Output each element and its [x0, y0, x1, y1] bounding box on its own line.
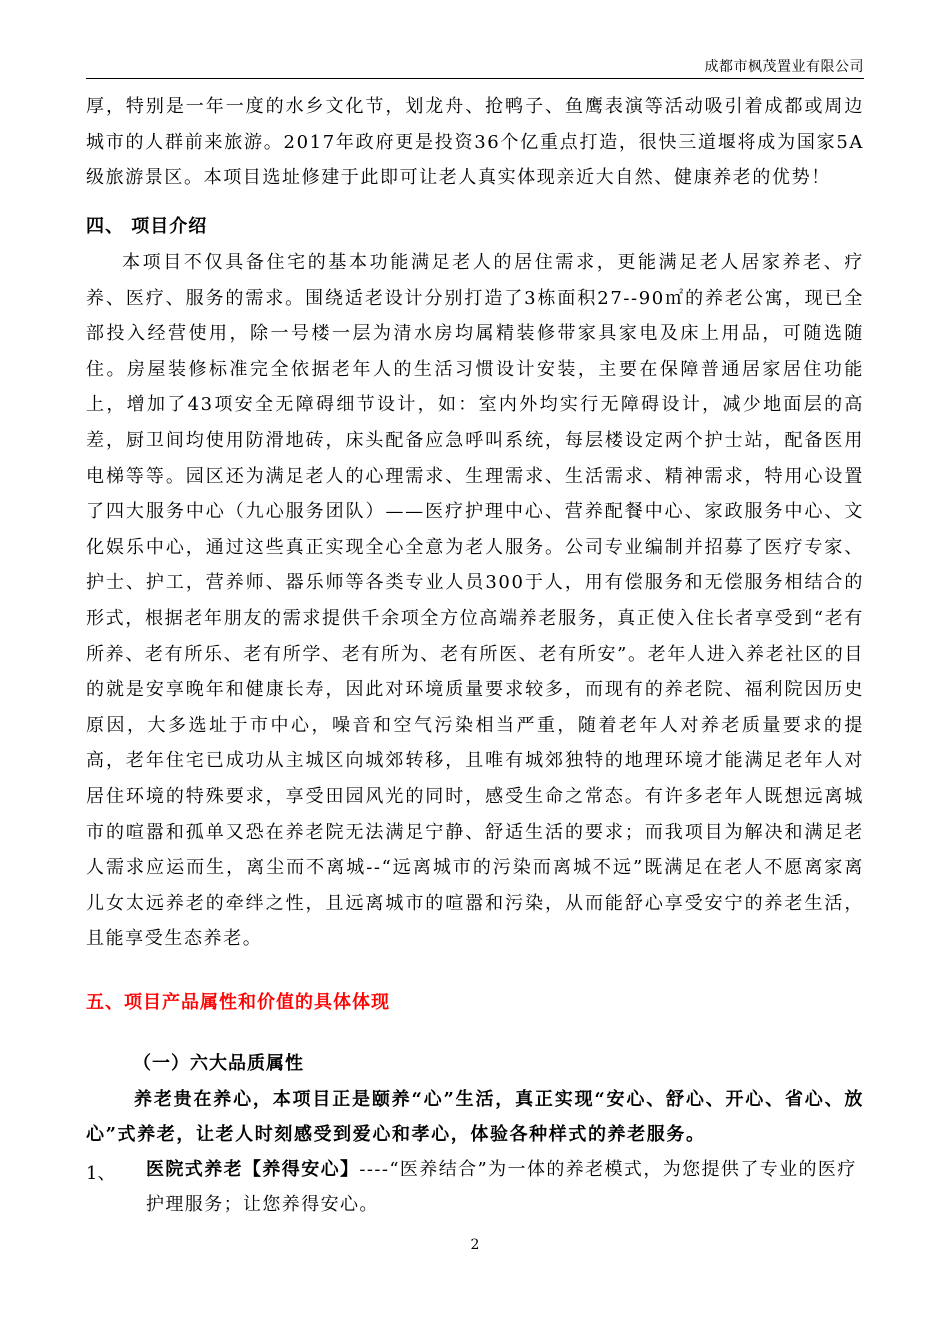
list-item-body [146, 1152, 864, 1222]
section4-body: 本项目不仅具备住宅的基本功能满足老人的居住需求，更能满足老人居家养老、疗养、医疗、服务的需求。围绕适老设计分别打造了3栋面积27--90㎡的养老公寓，现已全部投入经营使用，除一号楼一层为清水房均属精装修带家具家电及床上用品，可随选随住。房屋装修标准完全依据老年人的生活习惯设计安装，主要在保障普通居家居住功能上，增加了43项安全无障碍细节设计，如：室内外均实行无障碍设计，减少地面层的高差，厨卫间均使用防滑地砖，床头配备应急呼叫系统，每层楼设定两个护士站，配备医用电梯等等。园区还为满足老人的心理需求、生理需求、生活需求、精神需求，特用心设置了四大服务中心（九心服务团队）——医疗护理中心、营养配餐中心、家政服务中心、文化娱乐中心，通过这些真正实现全心全意为老人服务。公司专业编制并招募了医疗专家、护士、护工，营养师、器乐师等各类专业人员300于人，用有偿服务和无偿服务相结合的形式，根据老年朋友的需求提供千余项全方位高端养老服务，真正使入住长者享受到“老有所养、老有所乐、老有所学、老有所为、老有所医、老有所安”。老年人进入养老社区的目的就是安享晚年和健康长寿，因此对环境质量要求较多，而现有的养老院、福利院因历史原因，大多选址于市中心，噪音和空气污染相当严重，随着老年人对养老质量要求的提高，老年住宅已成功从主城区向城郊转移，且唯有城郊独特的地理环境才能满足老年人对居住环境的特殊要求，享受田园风光的同时，感受生命之常态。有许多老年人既想远离城市的喧嚣和孤单又恐在养老院无法满足宁静、舒适生活的要求；而我项目为解决和满足老人需求应运而生，离尘而不离城--“远离城市的污染而离城不远”既满足在老人不愿离家离儿女太远养老的牵绊之性，且远离城市的喧嚣和污染，从而能舒心享受安宁的养老生活，且能享受生态养老。 [86, 252, 864, 950]
page-number: 2 [470, 1237, 480, 1253]
header-company-name: 成都市枫茂置业有限公司 [704, 59, 864, 75]
header-divider [86, 78, 864, 79]
section5-sub-heading: （一）六大品质属性 [133, 1053, 304, 1074]
list-item-number: 1、 [86, 1163, 116, 1184]
intro-paragraph: 厚，特别是一年一度的水乡文化节，划龙舟、抢鸭子、鱼鹰表演等活动吸引着成都或周边城市的人群前来旅游。2017年政府更是投资36个亿重点打造，很快三道堰将成为国家5A级旅游景区。本项目选址修建于此即可让老人真实体现亲近大自然、健康养老的优势！ [86, 96, 864, 189]
section5-heading: 五、项目产品属性和价值的具体体现 [86, 992, 390, 1013]
section4-heading: 四、 项目介绍 [86, 216, 208, 237]
list-item-text: ----“医养结合”为一体的养老模式，为您提供了专业的医疗护理服务；让您养得安心。 [146, 1159, 857, 1215]
list-item-title: 医院式养老【养得安心】 [146, 1159, 360, 1180]
section5-lead-paragraph: 养老贵在养心，本项目正是颐养“心”生活，真正实现“安心、舒心、开心、省心、放心”式养老，让老人时刻感受到爱心和孝心，体验各种样式的养老服务。 [86, 1089, 864, 1145]
